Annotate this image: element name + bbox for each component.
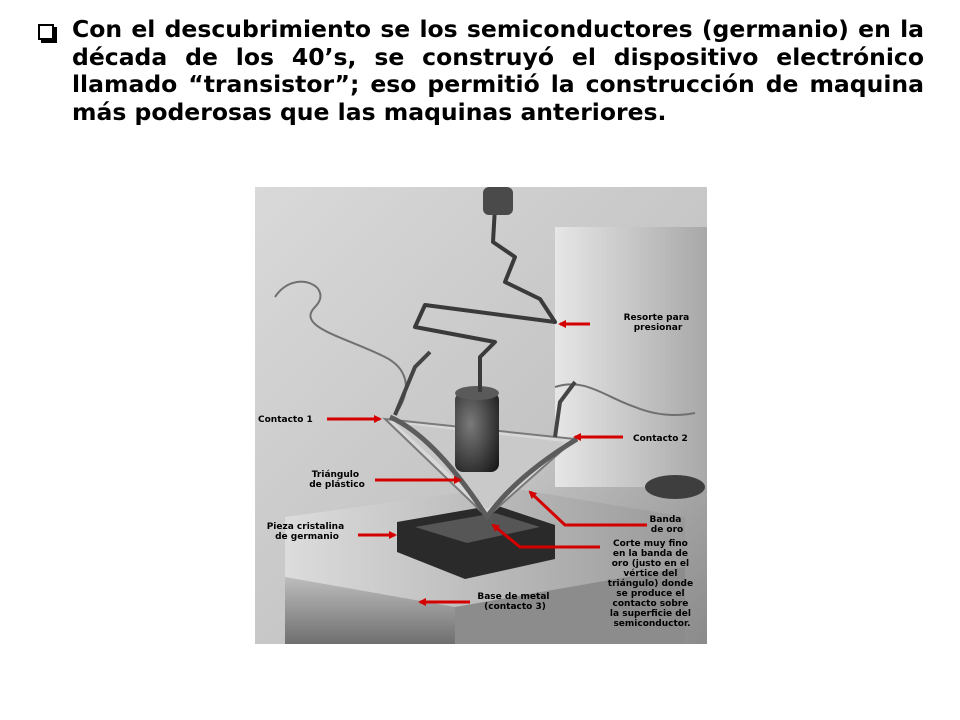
spring-holder-cylinder [455,392,499,472]
bullet-text: Con el descubrimiento se los semiconductores (germanio) en la década de los 40’s, se construyó el dispositivo electrónico llamado “transistor”; eso permitió la construcción de maquina más poderosas que las maquinas anteriores. [72,15,924,127]
label-contacto2: Contacto 2 [633,434,688,444]
checkbox-bullet-icon [38,24,54,40]
top-clamp [483,187,513,215]
label-banda: Banda de oro [649,515,684,535]
label-corte: Corte muy fino en la banda de oro (justo en el vértice del triángulo) donde se produce el contacto sobre la superficie del semiconductor. [607,539,694,629]
transistor-illustration [255,187,707,644]
label-triangulo: Triángulo de plástico [309,470,365,490]
label-base: Base de metal (contacto 3) [477,592,550,612]
side-contact-blob [645,475,705,499]
transistor-photo [255,187,707,644]
bullet-paragraph [38,16,924,127]
label-pieza: Pieza cristalina de germanio [266,522,345,542]
background-wall [555,227,707,487]
label-resorte: Resorte para presionar [623,313,690,333]
label-contacto1: Contacto 1 [258,415,313,425]
